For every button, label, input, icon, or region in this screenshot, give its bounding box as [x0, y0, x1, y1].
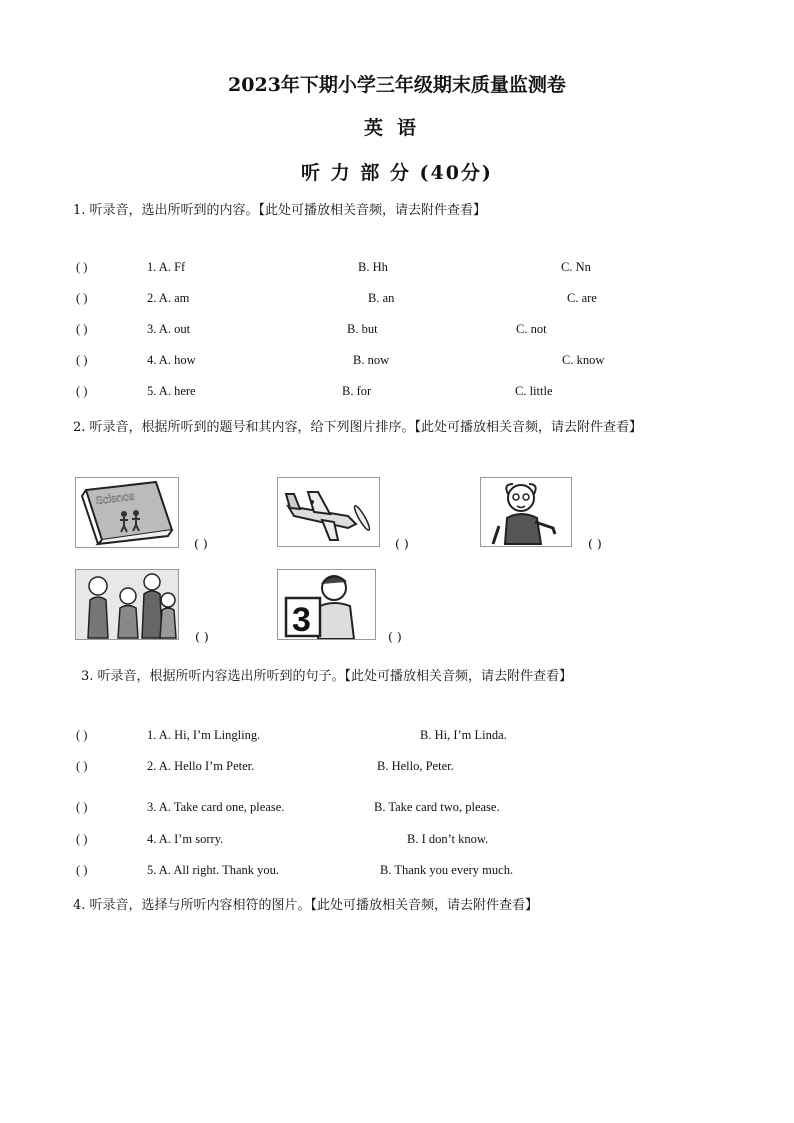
- q1-item-1-option-b: B. Hh: [358, 260, 388, 274]
- q2-paren-1: ( ): [194, 536, 208, 551]
- q1-item-3-option-b: B. but: [347, 322, 378, 336]
- q4-instruction: 4. 听录音，选择与所听内容相符的图片。【此处可播放相关音频，请去附件查看】: [73, 898, 539, 913]
- airplane-image: [277, 477, 380, 547]
- q3-item-3-option-a: 3. A. Take card one, please.: [147, 800, 285, 814]
- exam-title: 2023年下期小学三年级期末质量监测卷: [228, 74, 566, 96]
- q3-item-4-option-a: 4. A. I’m sorry.: [147, 832, 224, 846]
- q3-item-2-option-a: 2. A. Hello I’m Peter.: [147, 759, 255, 773]
- q3-item-1-option-a: 1. A. Hi, I’m Lingling.: [147, 728, 261, 742]
- q1-item-1-option-a: 1. A. Ff: [147, 260, 186, 274]
- q2-paren-3: ( ): [588, 536, 602, 551]
- q3-item-3-option-b: B. Take card two, please.: [374, 800, 500, 814]
- subject-title: 英语: [363, 117, 430, 139]
- q1-item-3-paren: ( ): [76, 322, 88, 336]
- q1-instruction: 1. 听录音，选出所听到的内容。【此处可播放相关音频，请去附件查看】: [73, 203, 487, 218]
- q2-instruction: 2. 听录音，根据所听到的题号和其内容，给下列图片排序。【此处可播放相关音频，请去附件查看】: [73, 420, 643, 435]
- q1-item-1-option-c: C. Nn: [561, 260, 591, 274]
- grandpa-image: [480, 477, 572, 547]
- section-title: 听 力 部 分 (40分): [301, 162, 493, 184]
- q1-item-2-option-c: C. are: [567, 291, 597, 305]
- q1-item-4-paren: ( ): [76, 353, 88, 367]
- q3-instruction: 3. 听录音，根据所听内容选出所听到的句子。【此处可播放相关音频，请去附件查看】: [81, 669, 573, 684]
- q1-item-2-option-a: 2. A. am: [147, 291, 190, 305]
- q1-item-5-paren: ( ): [76, 384, 88, 398]
- q3-item-1-paren: ( ): [76, 728, 88, 742]
- children-group-image: [75, 569, 179, 640]
- q1-item-5-option-b: B. for: [342, 384, 372, 398]
- q1-item-4-option-c: C. know: [562, 353, 605, 367]
- q2-paren-2: ( ): [395, 536, 409, 551]
- q1-item-2-option-b: B. an: [368, 291, 395, 305]
- science-book-image: [75, 477, 179, 548]
- q1-item-5-option-a: 5. A. here: [147, 384, 196, 398]
- q1-item-5-option-c: C. little: [515, 384, 553, 398]
- q3-item-5-paren: ( ): [76, 863, 88, 877]
- boy-with-number-card-image: [277, 569, 376, 640]
- q2-paren-4: ( ): [195, 629, 209, 644]
- q3-item-2-paren: ( ): [76, 759, 88, 773]
- q1-item-4-option-a: 4. A. how: [147, 353, 196, 367]
- q3-item-4-paren: ( ): [76, 832, 88, 846]
- q3-item-5-option-b: B. Thank you every much.: [380, 863, 514, 877]
- book-label: Science: [94, 490, 136, 508]
- q2-paren-5: ( ): [388, 629, 402, 644]
- q3-item-4-option-b: B. I don’t know.: [407, 832, 489, 846]
- q3-item-5-option-a: 5. A. All right. Thank you.: [147, 863, 280, 877]
- q3-item-1-option-b: B. Hi, I’m Linda.: [420, 728, 507, 742]
- number-card-digit: 3: [292, 601, 311, 639]
- q1-item-2-paren: ( ): [76, 291, 88, 305]
- q1-item-3-option-a: 3. A. out: [147, 322, 191, 336]
- q1-item-4-option-b: B. now: [353, 353, 390, 367]
- q3-item-2-option-b: B. Hello, Peter.: [377, 759, 454, 773]
- q3-item-3-paren: ( ): [76, 800, 88, 814]
- q1-item-1-paren: ( ): [76, 260, 88, 274]
- q1-item-3-option-c: C. not: [516, 322, 547, 336]
